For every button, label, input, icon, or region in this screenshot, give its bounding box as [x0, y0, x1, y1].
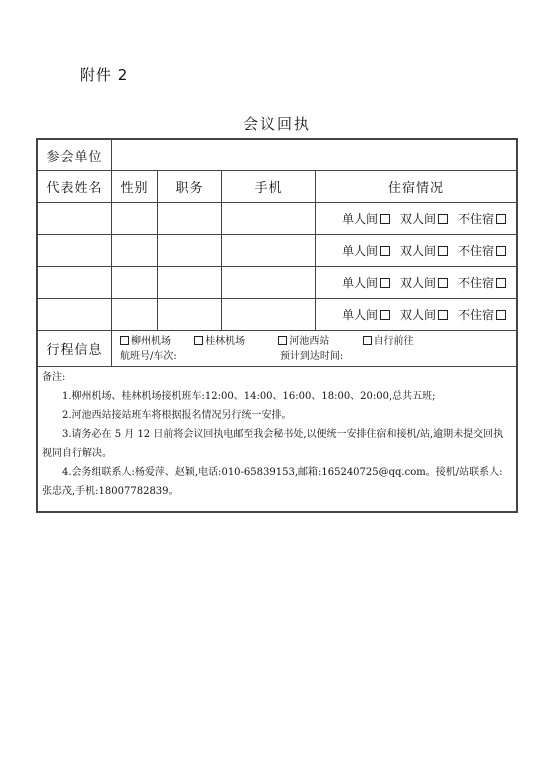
col-gender-header: 性别 [112, 171, 158, 203]
lodging-option[interactable]: 不住宿 [458, 244, 506, 258]
lodging-option[interactable]: 双人间 [400, 244, 448, 258]
table-row [38, 267, 517, 299]
checkbox-icon [438, 246, 448, 256]
checkbox-icon [496, 310, 506, 320]
lodging-options [316, 203, 517, 235]
checkbox-icon [496, 214, 506, 224]
checkbox-icon [438, 310, 448, 320]
gender-input[interactable] [112, 235, 158, 267]
flight-label: 航班号/车次: [120, 350, 177, 362]
lodging-options [316, 267, 517, 299]
lodging-option[interactable]: 单人间 [342, 276, 390, 290]
position-input[interactable] [158, 203, 222, 235]
table-row [38, 203, 517, 235]
checkbox-icon [438, 278, 448, 288]
lodging-option[interactable]: 双人间 [400, 212, 448, 226]
lodging-option[interactable]: 不住宿 [458, 212, 506, 226]
gender-input[interactable] [112, 299, 158, 331]
lodging-options [316, 299, 517, 331]
trip-label: 行程信息 [38, 331, 112, 367]
position-input[interactable] [158, 299, 222, 331]
unit-input[interactable] [112, 140, 517, 171]
trip-option-guilin[interactable]: 桂林机场 [194, 334, 245, 349]
lodging-option[interactable]: 单人间 [342, 212, 390, 226]
checkbox-icon [380, 310, 390, 320]
checkbox-icon [380, 246, 390, 256]
notes-cell [38, 367, 517, 512]
checkbox-icon [380, 278, 390, 288]
lodging-option[interactable]: 双人间 [400, 276, 448, 290]
lodging-option[interactable]: 单人间 [342, 308, 390, 322]
lodging-option[interactable]: 双人间 [400, 308, 448, 322]
lodging-options [316, 235, 517, 267]
unit-label: 参会单位 [38, 140, 112, 171]
notes-heading: 备注: [42, 372, 66, 383]
reply-form [36, 138, 518, 513]
checkbox-icon [438, 214, 448, 224]
trip-option-hechi[interactable]: 河池西站 [278, 334, 329, 349]
note-item: 3.请务必在 5 月 12 日前将会议回执电邮至我会秘书处,以便统一安排住宿和接机/站,逾期未提交回执视同自行解决。 [42, 429, 504, 459]
table-row [38, 235, 517, 267]
trip-cell [112, 331, 517, 367]
position-input[interactable] [158, 235, 222, 267]
note-item: 4.会务组联系人:杨爱萍、赵颖,电话:010-65839153,邮箱:165240725@qq.com。接机/站联系人:张忠茂,手机:18007782839。 [42, 467, 503, 497]
checkbox-icon [363, 336, 372, 345]
name-input[interactable] [38, 267, 112, 299]
mobile-input[interactable] [222, 299, 316, 331]
attachment-label: 附件 2 [80, 66, 129, 84]
representative-rows [38, 203, 517, 331]
gender-input[interactable] [112, 267, 158, 299]
col-name-header: 代表姓名 [38, 171, 112, 203]
position-input[interactable] [158, 267, 222, 299]
trip-option-self[interactable]: 自行前往 [363, 334, 414, 349]
page-title: 会议回执 [242, 115, 311, 133]
checkbox-icon [380, 214, 390, 224]
col-mobile-header: 手机 [222, 171, 316, 203]
name-input[interactable] [38, 203, 112, 235]
lodging-option[interactable]: 单人间 [342, 244, 390, 258]
checkbox-icon [278, 336, 287, 345]
lodging-option[interactable]: 不住宿 [458, 308, 506, 322]
lodging-option[interactable]: 不住宿 [458, 276, 506, 290]
mobile-input[interactable] [222, 267, 316, 299]
mobile-input[interactable] [222, 235, 316, 267]
gender-input[interactable] [112, 203, 158, 235]
name-input[interactable] [38, 235, 112, 267]
form-table [37, 139, 517, 512]
mobile-input[interactable] [222, 203, 316, 235]
trip-option-liuzhou[interactable]: 柳州机场 [120, 334, 171, 349]
checkbox-icon [194, 336, 203, 345]
table-row [38, 299, 517, 331]
name-input[interactable] [38, 299, 112, 331]
arrival-label: 预计到达时间: [279, 350, 344, 362]
note-item: 1.柳州机场、桂林机场接机班车:12:00、14:00、16:00、18:00、20:00,总共五班; [62, 391, 436, 402]
col-lodging-header: 住宿情况 [316, 171, 517, 203]
checkbox-icon [120, 336, 129, 345]
col-position-header: 职务 [158, 171, 222, 203]
note-item: 2.河池西站接站班车将根据报名情况另行统一安排。 [62, 410, 292, 421]
checkbox-icon [496, 278, 506, 288]
checkbox-icon [496, 246, 506, 256]
